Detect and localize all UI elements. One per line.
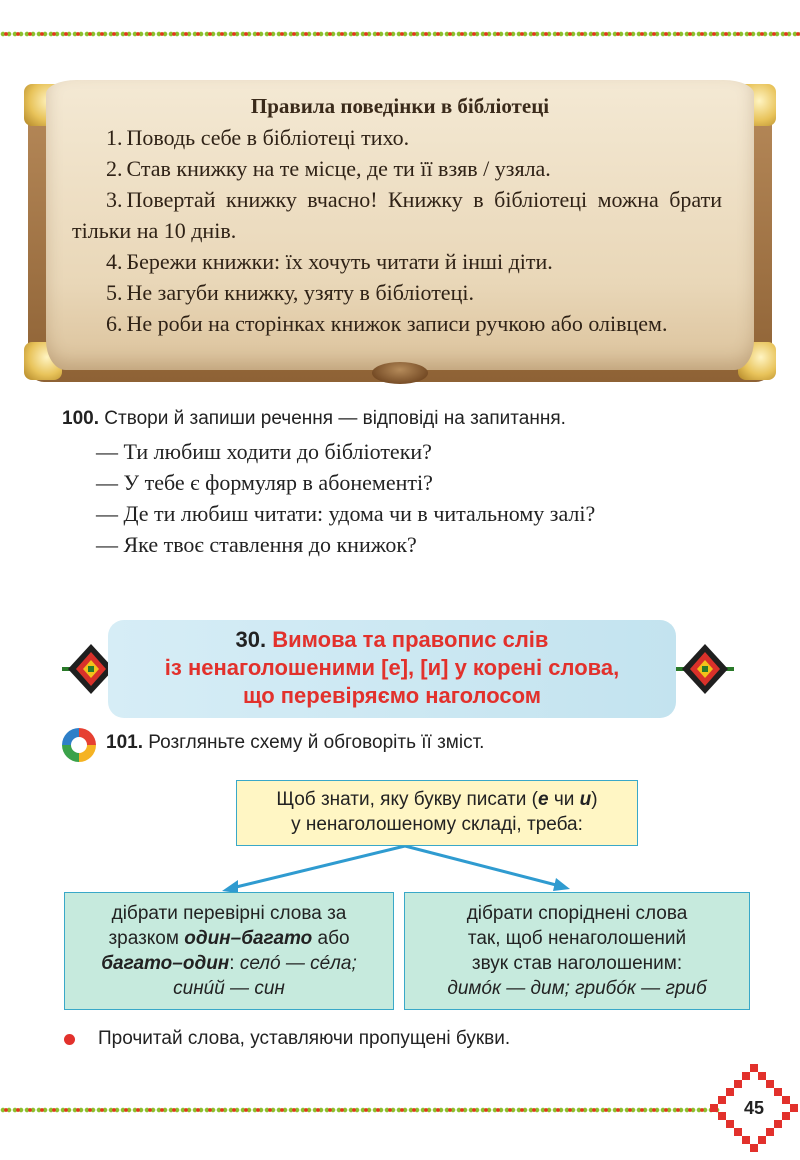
rule-item: 1. Поводь себе в бібліотеці тихо. [106,125,410,150]
page-number: 45 [743,1098,765,1118]
bullet-instruction: Прочитай слова, уставляючи пропущені букви. [98,1028,511,1049]
rule-item: 6. Не роби на сторінках книжок записи ручкою або олівцем. [106,311,668,336]
arrowhead-right [553,878,570,891]
section-title-line1: Вимова та правопис слів [272,627,549,652]
section-title-line2: із ненаголошеними [е], [и] у корені слова, [164,655,620,680]
scheme-left-box: дібрати перевірні слова за зразком один–багато або багато–один: селó — сéла; синúй — син [64,892,394,1010]
rules-title: Правила поведінки в бібліотеці [250,94,550,118]
scheme-right-box: дібрати споріднені слова так, щоб ненаголошений звук став наголошеним: димóк — дим; грибóк — гриб [404,892,750,1010]
scheme-top-box: Щоб знати, яку букву писати (е чи и) у ненаголошеному складі, треба: [236,780,638,846]
question: — У тебе є формуляр в абонементі? [96,470,433,495]
exercise-101-task: 101. Розгляньте схему й обговоріть її зміст. [106,732,485,753]
bullet-dot [64,1034,75,1045]
page-number-ornament [708,1062,800,1154]
rule-item: 4. Бережи книжки: їх хочуть читати й інші діти. [106,249,553,274]
question: — Де ти любиш читати: удома чи в читальному залі? [96,501,596,526]
section-number: 30. [235,627,267,652]
bottom-decorative-border [0,1106,720,1114]
arrow-left [232,846,405,888]
question: — Яке твоє ставлення до книжок? [96,532,417,557]
section-title-line3: що перевіряємо наголосом [242,683,542,708]
question: — Ти любиш ходити до бібліотеки? [96,439,432,464]
rule-item: 3. Повертай книжку вчасно! Книжку в бібліотеці можна брати тільки на 10 днів. [72,187,722,243]
rule-item: 2. Став книжку на те місце, де ти її взяв / узяла. [106,156,551,181]
arrow-right [405,846,560,886]
exercise-100-task: 100. Створи й запиши речення — відповіді на запитання. [62,408,566,429]
rule-item: 5. Не загуби книжку, узяту в бібліотеці. [106,280,474,305]
